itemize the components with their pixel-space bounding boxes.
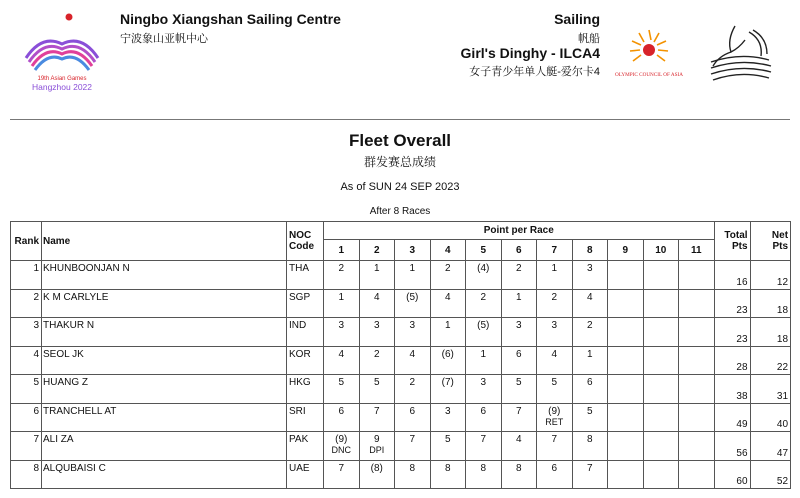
race-score: 3: [409, 320, 416, 331]
race-score-cell: [324, 318, 360, 347]
olympic-council-of-asia-logo: [606, 24, 692, 84]
race-score: 4: [409, 348, 416, 360]
sailor-name-cell: KHUNBOONJAN N: [42, 261, 287, 290]
race-score-cell: [572, 460, 608, 489]
race-score: 8: [586, 434, 593, 445]
race-score-cell: [324, 289, 360, 318]
noc-code-cell: IND: [287, 318, 324, 347]
race-score-cell: [501, 375, 537, 404]
race-score: 5: [551, 377, 558, 388]
total-points-cell: 38: [714, 375, 750, 404]
race-score: 2: [551, 291, 558, 303]
race-score-cell: [395, 289, 431, 318]
race-score: 8: [444, 462, 451, 474]
net-points-cell: 12: [750, 261, 791, 290]
results-body: [11, 261, 791, 489]
net-points-cell: 18: [750, 289, 791, 318]
total-points-cell: 23: [714, 318, 750, 347]
race-score-cell: [501, 403, 537, 432]
race-score-cell: [608, 432, 644, 461]
race-score-cell: [430, 460, 466, 489]
rank-header: Rank: [11, 222, 42, 261]
sailor-name-cell: TRANCHELL AT: [42, 403, 287, 432]
race-score-cell: [679, 375, 715, 404]
race-score: 4: [586, 291, 593, 303]
race-score-cell: [537, 432, 573, 461]
race-score-cell: [395, 432, 431, 461]
race-score-cell: [430, 261, 466, 290]
race-score: 2: [409, 377, 416, 388]
race-score-cell: [359, 460, 395, 489]
race-score: 8: [515, 462, 522, 474]
sailor-name-cell: THAKUR N: [42, 318, 287, 347]
penalty-code: RET: [545, 416, 564, 427]
race-score: 1: [551, 263, 558, 274]
race-score: 6: [409, 405, 416, 417]
rank-cell: 4: [11, 346, 42, 375]
race-score-cell: [395, 346, 431, 375]
report-header: [0, 0, 800, 112]
race-score-cell: [501, 261, 537, 290]
race-score-cell: [643, 346, 679, 375]
race-score-cell: [679, 432, 715, 461]
race-score: 6: [338, 405, 345, 417]
race-score-cell: [537, 375, 573, 404]
rank-cell: 2: [11, 289, 42, 318]
race-score: 1: [373, 263, 380, 274]
race-score-cell: [679, 318, 715, 347]
race-score: 4: [338, 348, 345, 360]
race-score-cell: [324, 432, 360, 461]
race-7-header: 7: [537, 240, 573, 261]
event-name: Girl's Dinghy - ILCA4: [460, 45, 600, 61]
race-8-header: 8: [572, 240, 608, 261]
noc-code-cell: PAK: [287, 432, 324, 461]
race-score-cell: [466, 432, 502, 461]
race-score: 4: [444, 291, 451, 303]
games-logo-line1: 19th Asian Games: [37, 76, 87, 82]
race-score-cell: [608, 375, 644, 404]
race-score: 2: [515, 263, 522, 274]
race-score-cell: [359, 432, 395, 461]
event-name-chinese: 女子青少年单人艇-爱尔卡4: [469, 66, 600, 78]
noc-code-cell: SRI: [287, 403, 324, 432]
table-row: [11, 403, 791, 432]
net-points-cell: 18: [750, 318, 791, 347]
race-score-cell: [430, 432, 466, 461]
race-score: 8: [409, 462, 416, 474]
race-score: 3: [373, 320, 380, 331]
race-score: 5: [515, 377, 522, 388]
race-score: 2: [586, 320, 593, 331]
race-score: 7: [586, 462, 593, 474]
race-score-cell: [572, 346, 608, 375]
table-row: [11, 261, 791, 290]
race-score: 3: [338, 320, 345, 331]
race-score: 7: [338, 462, 345, 474]
race-score-cell: [324, 261, 360, 290]
race-score-cell: [537, 403, 573, 432]
race-score-cell: [324, 460, 360, 489]
venue-name-chinese: 宁波象山亚帆中心: [120, 33, 208, 45]
sailor-name-cell: SEOL JK: [42, 346, 287, 375]
net-points-cell: 22: [750, 346, 791, 375]
net-points-header: Net Pts: [750, 222, 791, 261]
total-points-header: Total Pts: [714, 222, 750, 261]
point-per-race-header: Point per Race: [324, 222, 715, 240]
race-score: 5: [444, 434, 451, 445]
race-score: (9): [548, 405, 561, 417]
race-9-header: 9: [608, 240, 644, 261]
race-score-cell: [359, 346, 395, 375]
report-date: As of SUN 24 SEP 2023: [340, 181, 460, 193]
race-score: 6: [551, 462, 558, 474]
race-score-cell: [537, 346, 573, 375]
race-score: 1: [480, 348, 487, 360]
report-title: Fleet Overall: [348, 131, 452, 150]
race-score: 2: [338, 263, 345, 274]
header-divider: [10, 119, 790, 120]
race-score-cell: [466, 403, 502, 432]
total-points-cell: 28: [714, 346, 750, 375]
race-score-cell: [430, 375, 466, 404]
race-score-cell: [466, 318, 502, 347]
race-score-cell: [572, 289, 608, 318]
race-score-cell: [608, 261, 644, 290]
noc-code-cell: THA: [287, 261, 324, 290]
race-score-cell: [324, 375, 360, 404]
race-score-cell: [395, 403, 431, 432]
sailor-name-cell: HUANG Z: [42, 375, 287, 404]
race-score: 2: [444, 263, 451, 274]
race-score: (6): [441, 348, 454, 360]
race-score-cell: [430, 403, 466, 432]
race-score-cell: [643, 289, 679, 318]
race-score-cell: [537, 289, 573, 318]
race-score-cell: [324, 346, 360, 375]
race-score-cell: [501, 460, 537, 489]
sailing-pictogram-icon: [705, 22, 777, 84]
games-logo-line2: Hangzhou 2022: [31, 82, 93, 92]
race-score-cell: [501, 289, 537, 318]
race-score-cell: [359, 289, 395, 318]
races-completed: After 8 Races: [369, 206, 431, 217]
race-score-cell: [466, 346, 502, 375]
race-2-header: 2: [359, 240, 395, 261]
race-score: 1: [409, 263, 416, 274]
race-score-cell: [359, 375, 395, 404]
total-points-cell: 60: [714, 460, 750, 489]
net-points-cell: 52: [750, 460, 791, 489]
race-score-cell: [501, 432, 537, 461]
race-score: 7: [373, 405, 380, 417]
race-score-cell: [608, 346, 644, 375]
race-score-cell: [679, 289, 715, 318]
race-score: 7: [515, 405, 522, 417]
net-points-cell: 31: [750, 375, 791, 404]
rank-cell: 3: [11, 318, 42, 347]
race-score-cell: [466, 460, 502, 489]
sailor-name-cell: K M CARLYLE: [42, 289, 287, 318]
race-score-cell: [324, 403, 360, 432]
table-row: [11, 432, 791, 461]
race-score-cell: [466, 375, 502, 404]
noc-code-cell: KOR: [287, 346, 324, 375]
race-5-header: 5: [466, 240, 502, 261]
total-points-cell: 23: [714, 289, 750, 318]
race-score: 5: [338, 377, 345, 388]
race-score-cell: [359, 318, 395, 347]
rank-cell: 7: [11, 432, 42, 461]
race-score-cell: [643, 261, 679, 290]
sailor-name-cell: ALQUBAISI C: [42, 460, 287, 489]
race-score-cell: [395, 460, 431, 489]
noc-code-cell: HKG: [287, 375, 324, 404]
rank-cell: 8: [11, 460, 42, 489]
race-score: (9): [335, 434, 348, 445]
race-score-cell: [643, 432, 679, 461]
race-score-cell: [430, 318, 466, 347]
race-score-cell: [608, 318, 644, 347]
total-points-cell: 49: [714, 403, 750, 432]
race-score-cell: [466, 261, 502, 290]
race-score: 6: [480, 405, 487, 417]
total-points-cell: 16: [714, 261, 750, 290]
race-score-cell: [537, 261, 573, 290]
race-score-cell: [608, 403, 644, 432]
race-score: 3: [551, 320, 558, 331]
total-points-cell: 56: [714, 432, 750, 461]
race-score-cell: [537, 460, 573, 489]
table-header: [11, 222, 791, 261]
oca-logo-text: OLYMPIC COUNCIL OF ASIA: [614, 72, 684, 78]
race-score: 5: [586, 405, 593, 417]
net-points-cell: 47: [750, 432, 791, 461]
table-row: [11, 318, 791, 347]
race-score: (5): [477, 320, 490, 331]
table-row: [11, 289, 791, 318]
race-score: (7): [441, 377, 454, 388]
race-score: 1: [515, 291, 522, 303]
race-score: 1: [338, 291, 345, 303]
race-score: 8: [480, 462, 487, 474]
sport-name: Sailing: [554, 11, 600, 27]
hangzhou-asian-games-logo: [20, 10, 104, 94]
rank-cell: 5: [11, 375, 42, 404]
race-11-header: 11: [679, 240, 715, 261]
race-score-cell: [572, 432, 608, 461]
race-score: 7: [551, 434, 558, 445]
race-score: 3: [444, 405, 451, 417]
table-row: [11, 460, 791, 489]
penalty-code: DPI: [369, 445, 385, 455]
race-3-header: 3: [395, 240, 431, 261]
race-score-cell: [430, 346, 466, 375]
race-10-header: 10: [643, 240, 679, 261]
net-points-cell: 40: [750, 403, 791, 432]
race-score: (5): [406, 291, 419, 303]
race-score: 5: [373, 377, 380, 388]
noc-code-cell: SGP: [287, 289, 324, 318]
table-row: [11, 375, 791, 404]
rank-cell: 6: [11, 403, 42, 432]
race-score-cell: [679, 460, 715, 489]
name-header: Name: [42, 222, 287, 261]
race-score-cell: [608, 460, 644, 489]
race-score-cell: [643, 460, 679, 489]
race-score: 6: [586, 377, 593, 388]
race-score-cell: [572, 375, 608, 404]
race-score-cell: [572, 318, 608, 347]
noc-code-header: NOC Code: [287, 222, 324, 261]
race-score: 6: [515, 348, 522, 360]
race-score-cell: [572, 261, 608, 290]
race-score-cell: [501, 346, 537, 375]
race-score: 7: [409, 434, 416, 445]
race-score-cell: [501, 318, 537, 347]
race-score: 3: [515, 320, 522, 331]
race-score: 3: [586, 263, 593, 274]
race-4-header: 4: [430, 240, 466, 261]
race-score: (4): [477, 263, 490, 274]
race-score: 2: [480, 291, 487, 303]
race-score: (8): [370, 462, 383, 474]
sport-name-chinese: 帆船: [578, 33, 600, 45]
noc-code-cell: UAE: [287, 460, 324, 489]
venue-name: Ningbo Xiangshan Sailing Centre: [120, 11, 341, 27]
race-score: 9: [373, 434, 380, 445]
sailor-name-cell: ALI ZA: [42, 432, 287, 461]
race-score-cell: [643, 403, 679, 432]
race-score-cell: [679, 403, 715, 432]
race-score-cell: [359, 403, 395, 432]
race-score: 7: [480, 434, 487, 445]
race-score-cell: [679, 261, 715, 290]
race-score-cell: [608, 289, 644, 318]
race-score-cell: [359, 261, 395, 290]
rank-cell: 1: [11, 261, 42, 290]
race-score: 3: [480, 377, 487, 388]
race-score-cell: [466, 289, 502, 318]
race-score-cell: [643, 318, 679, 347]
penalty-code: DNC: [331, 445, 351, 455]
fleet-results-table: [10, 221, 791, 489]
race-score: 2: [373, 348, 380, 360]
race-6-header: 6: [501, 240, 537, 261]
race-score-cell: [643, 375, 679, 404]
report-title-chinese: 群发赛总成绩: [363, 155, 436, 169]
race-score-cell: [395, 375, 431, 404]
race-score-cell: [395, 318, 431, 347]
race-score: 4: [551, 348, 558, 360]
race-score: 4: [515, 434, 522, 445]
race-score-cell: [537, 318, 573, 347]
race-score: 1: [444, 320, 451, 331]
table-row: [11, 346, 791, 375]
race-score-cell: [430, 289, 466, 318]
race-score: 1: [586, 348, 593, 360]
race-score-cell: [679, 346, 715, 375]
race-score-cell: [572, 403, 608, 432]
race-score: 4: [373, 291, 380, 303]
race-score-cell: [395, 261, 431, 290]
race-1-header: 1: [324, 240, 360, 261]
